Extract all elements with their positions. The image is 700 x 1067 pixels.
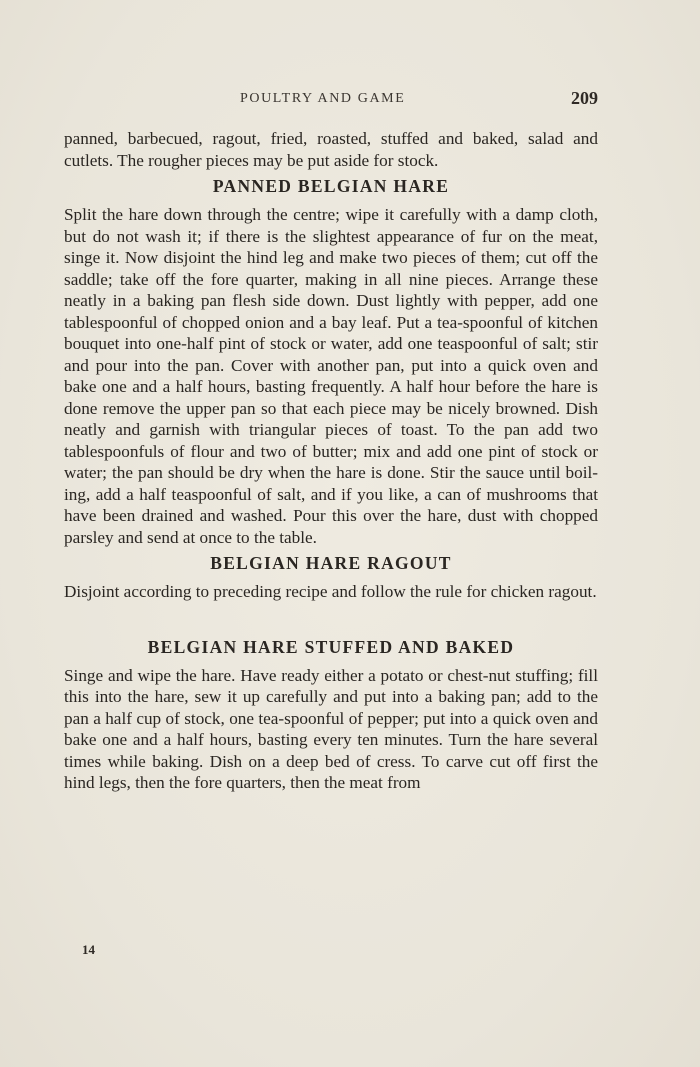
recipe-text-panned-belgian-hare: Split the hare down through the centre; wipe it carefully with a damp cloth, but do not wash it; if there is the slightest appearance of fur on the meat, singe it. Now disjoint the hind leg and make two pieces of them; cut off the saddle; take off the fore quarter, making in all nine pieces. Arrange these neatly in a baking pan flesh side down. Dust lightly with pepper, add one tablespoonful of chopped onion and a bay leaf. Put a tea-spoonful of kitchen bouquet into one-half pint of stock or water, add one teaspoonful of salt; stir and pour into the pan. Cover with another pan, put into a quick oven and bake one and a half hours, basting frequently. A half hour before the hare is done remove the upper pan so that each piece may be nicely browned. Dish neatly and garnish with triangular pieces of toast. To the pan add two tablespoonfuls of flour and two of butter; mix and add one pint of stock or water; the pan should be dry when the hare is done. Stir the sauce until boil-ing, add a half teaspoonful of salt, and if you like, a can of mushrooms that have been drained and washed. Pour this over the hare, dust with chopped parsley and send at once to the table. (64, 205, 598, 547)
running-title: POULTRY AND GAME (240, 91, 406, 106)
recipe-title-belgian-hare-stuffed-and-baked: BELGIAN HARE STUFFED AND BAKED (147, 636, 515, 657)
recipe-text-belgian-hare-ragout: Disjoint according to preceding recipe and follow the rule for chicken ragout. (64, 582, 597, 601)
recipe-title-belgian-hare-ragout: BELGIAN HARE RAGOUT (210, 553, 452, 573)
running-header (64, 88, 598, 112)
signature-mark: 14 (82, 942, 95, 957)
page-number: 209 (571, 88, 598, 108)
page-body (64, 128, 598, 794)
section-spacer (64, 603, 598, 632)
recipe-title-panned-belgian-hare: PANNED BELGIAN HARE (212, 176, 450, 196)
recipe-text-belgian-hare-stuffed-and-baked: Singe and wipe the hare. Have ready either a potato or chest-nut stuffing; fill this into the hare, sew it up carefully and put into a baking pan; add to the pan a half cup of stock, one tea-spoonful of pepper; put into a quick oven and bake one and a half hours, basting every ten minutes. Turn the hare several times while baking. Dish on a deep bed of cress. To carve cut off first the hind legs, then the fore quarters, then the meat from (64, 665, 598, 792)
intro-paragraph: panned, barbecued, ragout, fried, roasted, stuffed and baked, salad and cutlets. The rougher pieces may be put aside for stock. (64, 129, 598, 170)
